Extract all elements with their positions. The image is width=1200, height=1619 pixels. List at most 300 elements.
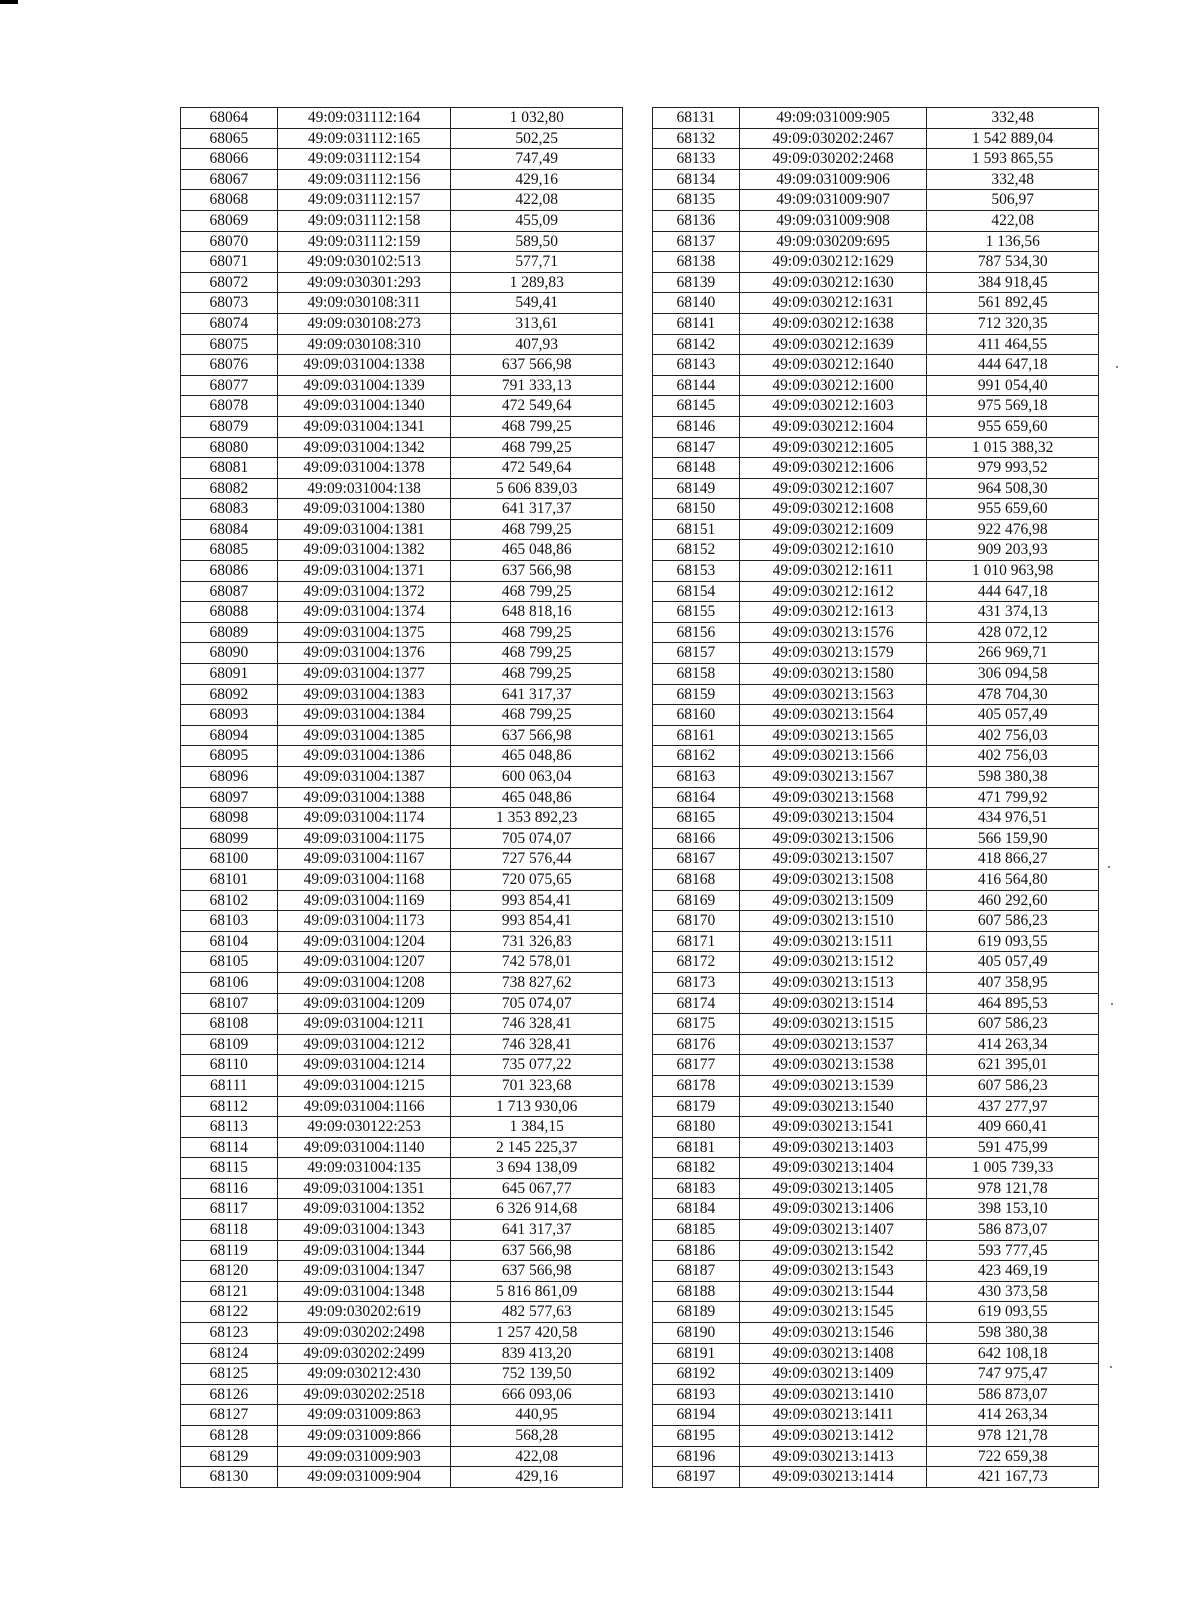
- value-cell: 993 854,41: [451, 911, 623, 932]
- value-cell: 561 892,45: [927, 293, 1099, 314]
- cadastral-number-cell: 49:09:030212:1609: [739, 519, 927, 540]
- value-cell: 465 048,86: [451, 540, 623, 561]
- value-cell: 1 384,15: [451, 1117, 623, 1138]
- row-number-cell: 68139: [653, 272, 740, 293]
- value-cell: 2 145 225,37: [451, 1137, 623, 1158]
- value-cell: 414 263,34: [927, 1405, 1099, 1426]
- row-number-cell: 68112: [181, 1096, 278, 1117]
- cadastral-number-cell: 49:09:031112:159: [277, 231, 451, 252]
- table-row: [181, 210, 623, 231]
- table-row: [653, 1240, 1099, 1261]
- cadastral-number-cell: 49:09:031004:1167: [277, 849, 451, 870]
- value-cell: 645 067,77: [451, 1178, 623, 1199]
- row-number-cell: 68195: [653, 1426, 740, 1447]
- value-cell: 471 799,92: [927, 787, 1099, 808]
- value-cell: 444 647,18: [927, 581, 1099, 602]
- cadastral-number-cell: 49:09:031004:1378: [277, 458, 451, 479]
- cadastral-number-cell: 49:09:031004:1387: [277, 767, 451, 788]
- value-cell: 407,93: [451, 334, 623, 355]
- row-number-cell: 68173: [653, 972, 740, 993]
- row-number-cell: 68113: [181, 1117, 278, 1138]
- value-cell: 411 464,55: [927, 334, 1099, 355]
- table-row: [653, 1323, 1099, 1344]
- table-row: [181, 478, 623, 499]
- value-cell: 1 010 963,98: [927, 561, 1099, 582]
- cadastral-number-cell: 49:09:031004:1388: [277, 787, 451, 808]
- cadastral-number-cell: 49:09:031004:1175: [277, 828, 451, 849]
- value-cell: 747 975,47: [927, 1364, 1099, 1385]
- row-number-cell: 68140: [653, 293, 740, 314]
- value-cell: 416 564,80: [927, 869, 1099, 890]
- cadastral-number-cell: 49:09:031004:135: [277, 1158, 451, 1179]
- cadastral-number-cell: 49:09:030212:430: [277, 1364, 451, 1385]
- table-row: [653, 664, 1099, 685]
- cadastral-number-cell: 49:09:030213:1512: [739, 952, 927, 973]
- value-cell: 648 818,16: [451, 602, 623, 623]
- cadastral-number-cell: 49:09:031004:1204: [277, 931, 451, 952]
- scan-speck: [1111, 1003, 1113, 1005]
- cadastral-number-cell: 49:09:031009:906: [739, 169, 927, 190]
- row-number-cell: 68084: [181, 519, 278, 540]
- value-cell: 6 326 914,68: [451, 1199, 623, 1220]
- value-cell: 641 317,37: [451, 1220, 623, 1241]
- cadastral-number-cell: 49:09:031004:1371: [277, 561, 451, 582]
- table-row: [181, 828, 623, 849]
- cadastral-number-cell: 49:09:030108:311: [277, 293, 451, 314]
- cadastral-number-cell: 49:09:031009:904: [277, 1467, 451, 1488]
- table-row: [653, 355, 1099, 376]
- row-number-cell: 68101: [181, 869, 278, 890]
- row-number-cell: 68085: [181, 540, 278, 561]
- value-cell: 421 167,73: [927, 1467, 1099, 1488]
- row-number-cell: 68175: [653, 1014, 740, 1035]
- table-row: [181, 1014, 623, 1035]
- table-row: [653, 1364, 1099, 1385]
- cadastral-number-cell: 49:09:031004:1140: [277, 1137, 451, 1158]
- table-row: [653, 972, 1099, 993]
- row-number-cell: 68182: [653, 1158, 740, 1179]
- table-row: [181, 128, 623, 149]
- row-number-cell: 68086: [181, 561, 278, 582]
- row-number-cell: 68111: [181, 1075, 278, 1096]
- value-cell: 5 816 861,09: [451, 1281, 623, 1302]
- value-cell: 619 093,55: [927, 931, 1099, 952]
- table-row: [653, 993, 1099, 1014]
- row-number-cell: 68165: [653, 808, 740, 829]
- row-number-cell: 68070: [181, 231, 278, 252]
- table-row: [181, 1075, 623, 1096]
- cadastral-number-cell: 49:09:031004:1384: [277, 705, 451, 726]
- row-number-cell: 68117: [181, 1199, 278, 1220]
- table-row: [181, 396, 623, 417]
- value-cell: 418 866,27: [927, 849, 1099, 870]
- row-number-cell: 68100: [181, 849, 278, 870]
- value-cell: 468 799,25: [451, 643, 623, 664]
- row-number-cell: 68150: [653, 499, 740, 520]
- row-number-cell: 68089: [181, 622, 278, 643]
- row-number-cell: 68102: [181, 890, 278, 911]
- row-number-cell: 68132: [653, 128, 740, 149]
- cadastral-number-cell: 49:09:031004:1347: [277, 1261, 451, 1282]
- row-number-cell: 68156: [653, 622, 740, 643]
- row-number-cell: 68170: [653, 911, 740, 932]
- row-number-cell: 68180: [653, 1117, 740, 1138]
- row-number-cell: 68110: [181, 1055, 278, 1076]
- cadastral-number-cell: 49:09:030212:1600: [739, 375, 927, 396]
- table-row: [181, 1323, 623, 1344]
- table-row: [653, 911, 1099, 932]
- cadastral-number-cell: 49:09:031004:1208: [277, 972, 451, 993]
- row-number-cell: 68091: [181, 664, 278, 685]
- value-cell: 428 072,12: [927, 622, 1099, 643]
- cadastral-number-cell: 49:09:031112:154: [277, 149, 451, 170]
- right-register-table: [652, 107, 1099, 1488]
- cadastral-number-cell: 49:09:030213:1510: [739, 911, 927, 932]
- value-cell: 266 969,71: [927, 643, 1099, 664]
- cadastral-number-cell: 49:09:031009:905: [739, 108, 927, 129]
- table-row: [653, 128, 1099, 149]
- cadastral-number-cell: 49:09:030213:1511: [739, 931, 927, 952]
- cadastral-number-cell: 49:09:030213:1565: [739, 725, 927, 746]
- row-number-cell: 68164: [653, 787, 740, 808]
- row-number-cell: 68160: [653, 705, 740, 726]
- cadastral-number-cell: 49:09:031004:1209: [277, 993, 451, 1014]
- scan-edge-mark: [0, 0, 18, 4]
- row-number-cell: 68096: [181, 767, 278, 788]
- value-cell: 637 566,98: [451, 561, 623, 582]
- value-cell: 586 873,07: [927, 1220, 1099, 1241]
- cadastral-number-cell: 49:09:030213:1567: [739, 767, 927, 788]
- value-cell: 422,08: [451, 1446, 623, 1467]
- cadastral-number-cell: 49:09:030213:1564: [739, 705, 927, 726]
- row-number-cell: 68114: [181, 1137, 278, 1158]
- table-row: [181, 1467, 623, 1488]
- row-number-cell: 68119: [181, 1240, 278, 1261]
- value-cell: 1 542 889,04: [927, 128, 1099, 149]
- cadastral-number-cell: 49:09:030213:1566: [739, 746, 927, 767]
- table-row: [181, 1240, 623, 1261]
- value-cell: 1 032,80: [451, 108, 623, 129]
- table-row: [181, 622, 623, 643]
- value-cell: 607 586,23: [927, 1014, 1099, 1035]
- value-cell: 746 328,41: [451, 1014, 623, 1035]
- cadastral-number-cell: 49:09:030213:1542: [739, 1240, 927, 1261]
- table-row: [181, 519, 623, 540]
- row-number-cell: 68072: [181, 272, 278, 293]
- cadastral-number-cell: 49:09:030212:1612: [739, 581, 927, 602]
- table-row: [181, 767, 623, 788]
- table-row: [653, 375, 1099, 396]
- cadastral-number-cell: 49:09:030213:1506: [739, 828, 927, 849]
- row-number-cell: 68126: [181, 1384, 278, 1405]
- table-row: [653, 787, 1099, 808]
- value-cell: 735 077,22: [451, 1055, 623, 1076]
- cadastral-number-cell: 49:09:031004:1381: [277, 519, 451, 540]
- cadastral-number-cell: 49:09:031009:907: [739, 190, 927, 211]
- row-number-cell: 68094: [181, 725, 278, 746]
- table-row: [653, 705, 1099, 726]
- value-cell: 1 005 739,33: [927, 1158, 1099, 1179]
- value-cell: 591 475,99: [927, 1137, 1099, 1158]
- cadastral-number-cell: 49:09:031009:908: [739, 210, 927, 231]
- row-number-cell: 68141: [653, 313, 740, 334]
- table-row: [653, 1075, 1099, 1096]
- value-cell: 472 549,64: [451, 458, 623, 479]
- cadastral-number-cell: 49:09:030212:1631: [739, 293, 927, 314]
- table-row: [653, 478, 1099, 499]
- table-row: [653, 149, 1099, 170]
- row-number-cell: 68157: [653, 643, 740, 664]
- table-row: [181, 1343, 623, 1364]
- cadastral-number-cell: 49:09:030213:1538: [739, 1055, 927, 1076]
- cadastral-number-cell: 49:09:030108:310: [277, 334, 451, 355]
- value-cell: 993 854,41: [451, 890, 623, 911]
- table-row: [653, 931, 1099, 952]
- row-number-cell: 68095: [181, 746, 278, 767]
- table-row: [653, 519, 1099, 540]
- row-number-cell: 68069: [181, 210, 278, 231]
- value-cell: 607 586,23: [927, 1075, 1099, 1096]
- table-row: [181, 1137, 623, 1158]
- row-number-cell: 68106: [181, 972, 278, 993]
- cadastral-number-cell: 49:09:031112:157: [277, 190, 451, 211]
- value-cell: 642 108,18: [927, 1343, 1099, 1364]
- table-row: [181, 1055, 623, 1076]
- row-number-cell: 68071: [181, 252, 278, 273]
- right-table-body: [653, 108, 1099, 1488]
- cadastral-number-cell: 49:09:030212:1613: [739, 602, 927, 623]
- cadastral-number-cell: 49:09:031004:1211: [277, 1014, 451, 1035]
- table-row: [181, 499, 623, 520]
- value-cell: 402 756,03: [927, 725, 1099, 746]
- table-row: [181, 746, 623, 767]
- table-row: [181, 108, 623, 129]
- table-row: [181, 355, 623, 376]
- table-row: [653, 828, 1099, 849]
- table-row: [181, 1364, 623, 1385]
- row-number-cell: 68149: [653, 478, 740, 499]
- value-cell: 549,41: [451, 293, 623, 314]
- value-cell: 1 257 420,58: [451, 1323, 623, 1344]
- cadastral-number-cell: 49:09:030213:1504: [739, 808, 927, 829]
- table-row: [653, 622, 1099, 643]
- table-row: [181, 437, 623, 458]
- cadastral-number-cell: 49:09:031004:1340: [277, 396, 451, 417]
- value-cell: 405 057,49: [927, 705, 1099, 726]
- table-row: [653, 272, 1099, 293]
- table-row: [653, 890, 1099, 911]
- table-row: [653, 540, 1099, 561]
- cadastral-number-cell: 49:09:031112:156: [277, 169, 451, 190]
- row-number-cell: 68169: [653, 890, 740, 911]
- table-row: [181, 1302, 623, 1323]
- value-cell: 1 015 388,32: [927, 437, 1099, 458]
- value-cell: 641 317,37: [451, 684, 623, 705]
- value-cell: 332,48: [927, 169, 1099, 190]
- row-number-cell: 68093: [181, 705, 278, 726]
- table-row: [181, 561, 623, 582]
- table-row: [653, 458, 1099, 479]
- cadastral-number-cell: 49:09:031004:1169: [277, 890, 451, 911]
- cadastral-number-cell: 49:09:031004:1348: [277, 1281, 451, 1302]
- table-row: [181, 911, 623, 932]
- value-cell: 637 566,98: [451, 1240, 623, 1261]
- value-cell: 455,09: [451, 210, 623, 231]
- row-number-cell: 68137: [653, 231, 740, 252]
- row-number-cell: 68189: [653, 1302, 740, 1323]
- value-cell: 955 659,60: [927, 499, 1099, 520]
- cadastral-number-cell: 49:09:031004:1351: [277, 1178, 451, 1199]
- row-number-cell: 68145: [653, 396, 740, 417]
- table-row: [181, 231, 623, 252]
- row-number-cell: 68186: [653, 1240, 740, 1261]
- cadastral-number-cell: 49:09:031004:1173: [277, 911, 451, 932]
- cadastral-number-cell: 49:09:031004:1383: [277, 684, 451, 705]
- value-cell: 409 660,41: [927, 1117, 1099, 1138]
- table-row: [181, 1178, 623, 1199]
- row-number-cell: 68187: [653, 1261, 740, 1282]
- table-row: [181, 684, 623, 705]
- table-row: [653, 1220, 1099, 1241]
- cadastral-number-cell: 49:09:030213:1580: [739, 664, 927, 685]
- row-number-cell: 68136: [653, 210, 740, 231]
- left-register-table: [180, 107, 623, 1488]
- value-cell: 701 323,68: [451, 1075, 623, 1096]
- table-row: [653, 581, 1099, 602]
- row-number-cell: 68129: [181, 1446, 278, 1467]
- cadastral-number-cell: 49:09:030202:2499: [277, 1343, 451, 1364]
- cadastral-number-cell: 49:09:030202:2467: [739, 128, 927, 149]
- value-cell: 712 320,35: [927, 313, 1099, 334]
- value-cell: 468 799,25: [451, 437, 623, 458]
- value-cell: 444 647,18: [927, 355, 1099, 376]
- cadastral-number-cell: 49:09:030213:1404: [739, 1158, 927, 1179]
- row-number-cell: 68122: [181, 1302, 278, 1323]
- cadastral-number-cell: 49:09:030213:1576: [739, 622, 927, 643]
- value-cell: 430 373,58: [927, 1281, 1099, 1302]
- value-cell: 727 576,44: [451, 849, 623, 870]
- cadastral-number-cell: 49:09:031004:1344: [277, 1240, 451, 1261]
- cadastral-number-cell: 49:09:031004:1372: [277, 581, 451, 602]
- value-cell: 398 153,10: [927, 1199, 1099, 1220]
- value-cell: 405 057,49: [927, 952, 1099, 973]
- value-cell: 384 918,45: [927, 272, 1099, 293]
- value-cell: 922 476,98: [927, 519, 1099, 540]
- row-number-cell: 68109: [181, 1034, 278, 1055]
- value-cell: 787 534,30: [927, 252, 1099, 273]
- scan-speck: [1116, 366, 1118, 368]
- value-cell: 437 277,97: [927, 1096, 1099, 1117]
- value-cell: 5 606 839,03: [451, 478, 623, 499]
- cadastral-number-cell: 49:09:030213:1545: [739, 1302, 927, 1323]
- table-row: [181, 416, 623, 437]
- cadastral-number-cell: 49:09:030213:1541: [739, 1117, 927, 1138]
- table-row: [653, 1302, 1099, 1323]
- table-row: [653, 313, 1099, 334]
- value-cell: 402 756,03: [927, 746, 1099, 767]
- row-number-cell: 68159: [653, 684, 740, 705]
- row-number-cell: 68179: [653, 1096, 740, 1117]
- table-row: [181, 849, 623, 870]
- table-row: [653, 1405, 1099, 1426]
- row-number-cell: 68123: [181, 1323, 278, 1344]
- cadastral-number-cell: 49:09:031112:164: [277, 108, 451, 129]
- cadastral-number-cell: 49:09:030213:1563: [739, 684, 927, 705]
- value-cell: 465 048,86: [451, 746, 623, 767]
- table-row: [653, 1117, 1099, 1138]
- value-cell: 414 263,34: [927, 1034, 1099, 1055]
- row-number-cell: 68116: [181, 1178, 278, 1199]
- row-number-cell: 68196: [653, 1446, 740, 1467]
- table-row: [181, 787, 623, 808]
- cadastral-number-cell: 49:09:030212:1607: [739, 478, 927, 499]
- table-row: [653, 1137, 1099, 1158]
- table-row: [181, 1446, 623, 1467]
- table-row: [653, 767, 1099, 788]
- table-row: [653, 684, 1099, 705]
- row-number-cell: 68079: [181, 416, 278, 437]
- row-number-cell: 68103: [181, 911, 278, 932]
- table-row: [653, 231, 1099, 252]
- value-cell: 478 704,30: [927, 684, 1099, 705]
- table-row: [181, 725, 623, 746]
- table-row: [181, 602, 623, 623]
- table-row: [653, 1261, 1099, 1282]
- table-row: [181, 540, 623, 561]
- row-number-cell: 68077: [181, 375, 278, 396]
- table-row: [653, 1055, 1099, 1076]
- cadastral-number-cell: 49:09:031004:1382: [277, 540, 451, 561]
- table-row: [181, 334, 623, 355]
- cadastral-number-cell: 49:09:031004:1352: [277, 1199, 451, 1220]
- row-number-cell: 68154: [653, 581, 740, 602]
- table-row: [653, 808, 1099, 829]
- cadastral-number-cell: 49:09:030212:1604: [739, 416, 927, 437]
- row-number-cell: 68176: [653, 1034, 740, 1055]
- table-row: [181, 993, 623, 1014]
- cadastral-number-cell: 49:09:030213:1405: [739, 1178, 927, 1199]
- cadastral-number-cell: 49:09:030212:1606: [739, 458, 927, 479]
- cadastral-number-cell: 49:09:031004:1214: [277, 1055, 451, 1076]
- table-row: [181, 252, 623, 273]
- table-row: [653, 869, 1099, 890]
- table-row: [653, 169, 1099, 190]
- table-row: [181, 169, 623, 190]
- value-cell: 1 713 930,06: [451, 1096, 623, 1117]
- row-number-cell: 68185: [653, 1220, 740, 1241]
- cadastral-number-cell: 49:09:030213:1514: [739, 993, 927, 1014]
- row-number-cell: 68099: [181, 828, 278, 849]
- table-row: [181, 890, 623, 911]
- cadastral-number-cell: 49:09:030202:619: [277, 1302, 451, 1323]
- value-cell: 621 395,01: [927, 1055, 1099, 1076]
- table-row: [653, 1467, 1099, 1488]
- row-number-cell: 68152: [653, 540, 740, 561]
- row-number-cell: 68131: [653, 108, 740, 129]
- table-row: [653, 1384, 1099, 1405]
- table-row: [181, 313, 623, 334]
- value-cell: 1 136,56: [927, 231, 1099, 252]
- row-number-cell: 68163: [653, 767, 740, 788]
- row-number-cell: 68118: [181, 1220, 278, 1241]
- table-row: [653, 643, 1099, 664]
- value-cell: 482 577,63: [451, 1302, 623, 1323]
- row-number-cell: 68183: [653, 1178, 740, 1199]
- value-cell: 332,48: [927, 108, 1099, 129]
- value-cell: 607 586,23: [927, 911, 1099, 932]
- cadastral-number-cell: 49:09:031004:1342: [277, 437, 451, 458]
- cadastral-number-cell: 49:09:031004:1376: [277, 643, 451, 664]
